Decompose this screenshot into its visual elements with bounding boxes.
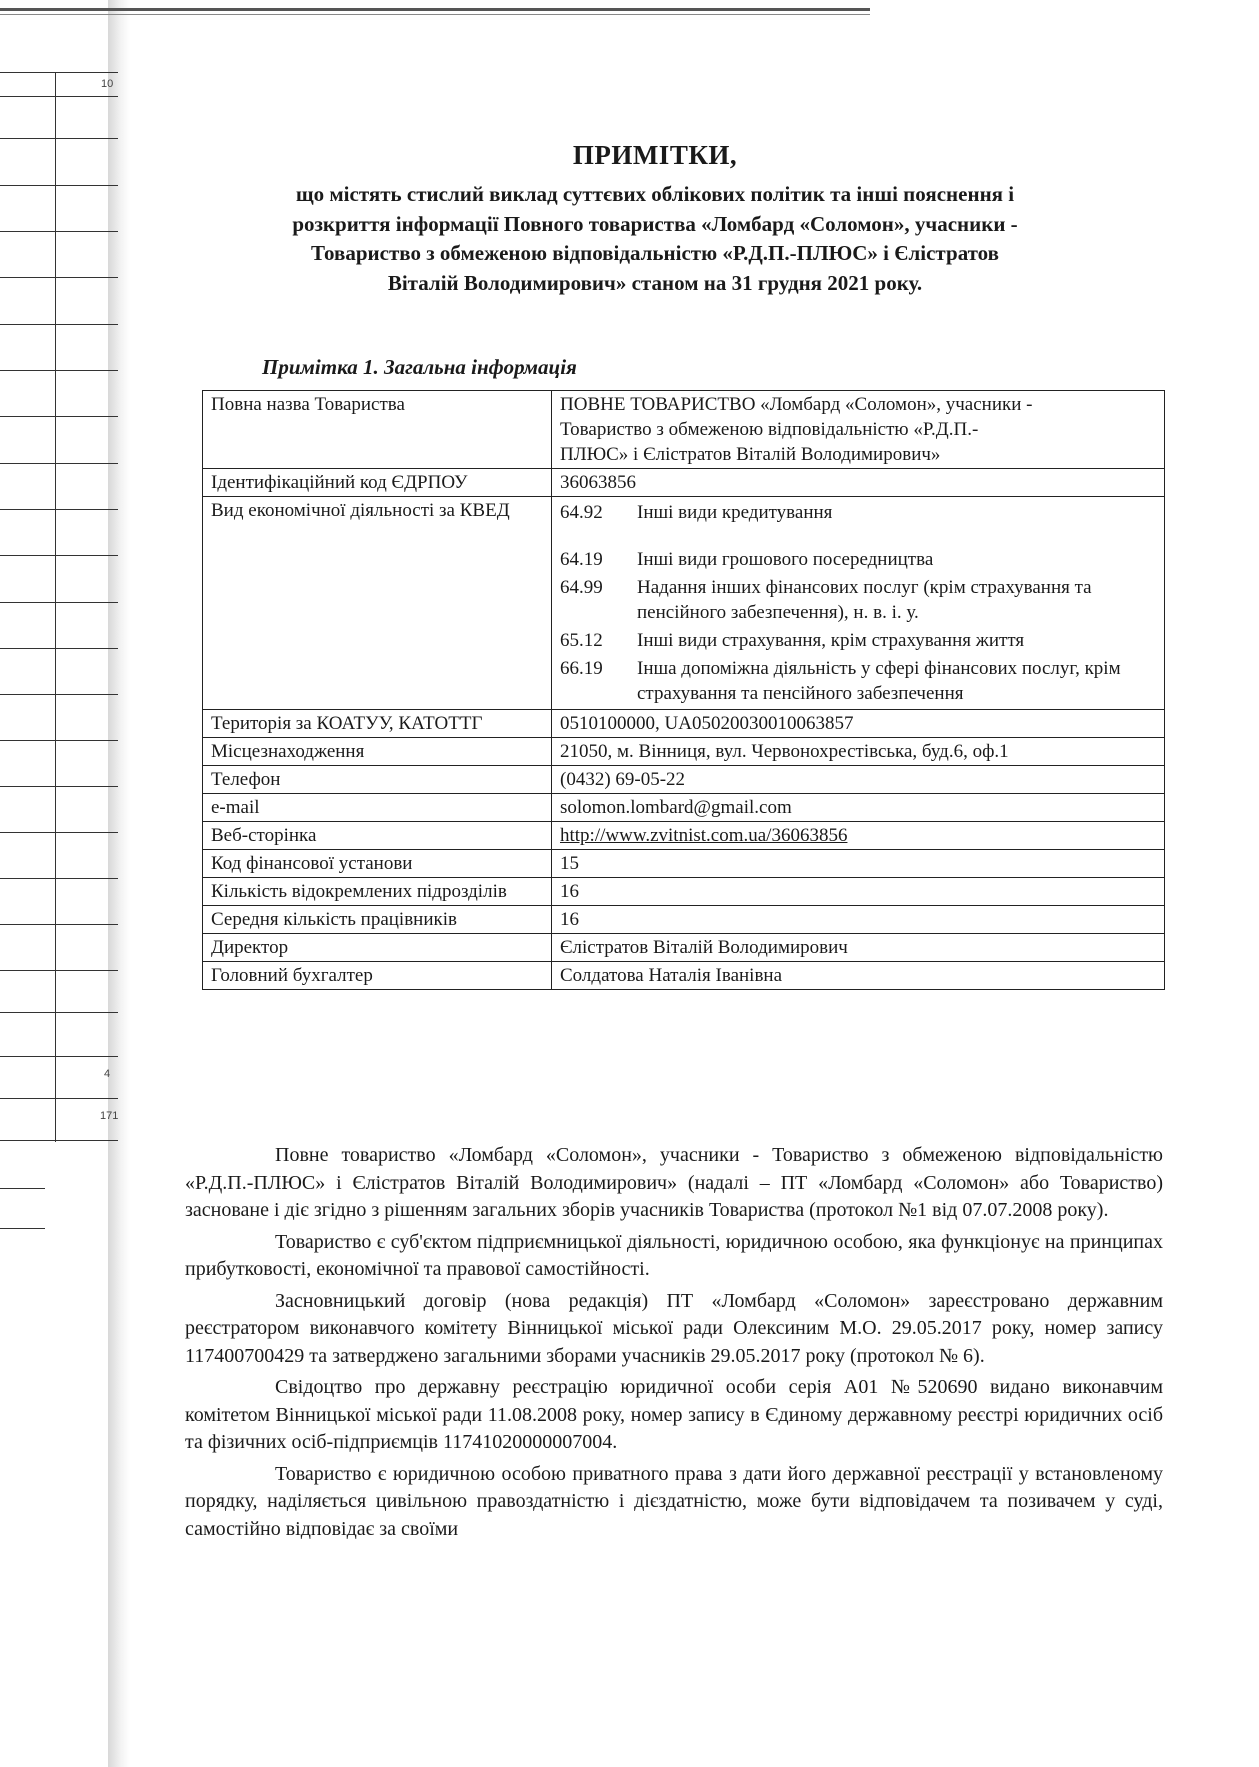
table-row xyxy=(203,878,1165,906)
margin-dash xyxy=(0,1228,45,1229)
location-value: 21050, м. Вінниця, вул. Червонохрестівська, буд.6, оф.1 xyxy=(552,738,1165,766)
territory-label: Територія за КОАТУУ, КАТОТТГ xyxy=(203,710,552,738)
director-label: Директор xyxy=(203,934,552,962)
email-value: solomon.lombard@gmail.com xyxy=(552,794,1165,822)
edrpou-value: 36063856 xyxy=(552,469,1165,497)
document-title: ПРИМІТКИ, xyxy=(572,140,738,170)
margin-line xyxy=(0,878,118,879)
email-label: e-mail xyxy=(203,794,552,822)
body-text xyxy=(185,1142,1163,1547)
top-rule xyxy=(0,8,870,11)
margin-line xyxy=(0,509,118,510)
margin-line xyxy=(0,648,118,649)
edrpou-label: Ідентифікаційний код ЄДРПОУ xyxy=(203,469,552,497)
table-row xyxy=(203,934,1165,962)
margin-line xyxy=(0,96,118,97)
margin-line xyxy=(0,277,118,278)
table-row xyxy=(203,906,1165,934)
kved-list xyxy=(552,497,1165,710)
paragraph: Товариство є юридичною особою приватного права з дати його державної реєстрації у встановленому порядку, наділяється цивільною правоздатністю і дієздатністю, може бути відповідачем та позивачем у суді, самостійно відповідає за своїми xyxy=(185,1462,1163,1540)
margin-dash xyxy=(0,1188,45,1189)
margin-line xyxy=(0,1056,118,1057)
kved-code: 64.92 xyxy=(560,502,603,523)
kved-desc: Інші види кредитування xyxy=(637,502,833,523)
top-rule-thin xyxy=(0,14,870,15)
table-row xyxy=(203,794,1165,822)
table-row xyxy=(203,391,1165,469)
accountant-value: Солдатова Наталія Іванівна xyxy=(552,962,1165,990)
fin-code-value: 15 xyxy=(552,850,1165,878)
kved-desc: Інші види грошового посередництва xyxy=(637,549,934,570)
table-row xyxy=(203,766,1165,794)
table-row xyxy=(203,850,1165,878)
kved-item xyxy=(560,656,1156,706)
table-row xyxy=(203,497,1165,710)
kved-desc: Інша допоміжна діяльність у сфері фінансових послуг, крім страхування та пенсійного забезпечення xyxy=(637,658,1121,704)
margin-line xyxy=(0,786,118,787)
kved-item xyxy=(560,547,1156,572)
kved-code: 66.19 xyxy=(560,658,603,679)
web-label: Веб-сторінка xyxy=(203,822,552,850)
full-name-line: Товариство з обмеженою відповідальністю «Р.Д.П.- xyxy=(560,419,979,440)
general-info-table xyxy=(202,390,1165,990)
subtitle-line: Віталій Володимирович» станом на 31 грудня 2021 року. xyxy=(387,270,923,295)
paragraph: Товариство є суб'єктом підприємницької діяльності, юридичною особою, яка функціонує на принципах прибутковості, економічної та правової самостійності. xyxy=(185,1230,1163,1280)
paragraph: Свідоцтво про державну реєстрацію юридичної особи серія А01 №520690 видано виконавчим комітетом Вінницької міської ради 11.08.2008 року, номер запису в Єдиному державному реєстрі юридичних осіб та фізичних осіб-підприємців 11741020000007004. xyxy=(185,1376,1163,1453)
subtitle-line: Товариство з обмеженою відповідальністю «Р.Д.П.-ПЛЮС» і Єлістратов xyxy=(310,241,1000,265)
margin-line xyxy=(0,1012,118,1013)
margin-line xyxy=(0,231,118,232)
margin-line xyxy=(0,72,118,73)
paragraph: Повне товариство «Ломбард «Соломон», учасники - Товариство з обмеженою відповідальністю «Р.Д.П.-ПЛЮС» і Єлістратов Віталій Володимирович» (надалі – ПТ «Ломбард «Соломон» або Товариство) засноване і діє згідно з рішенням загальних зборів учасників Товариства (протокол №1 від 07.07.2008 року). xyxy=(185,1144,1163,1221)
table-row xyxy=(203,469,1165,497)
margin-line xyxy=(0,370,118,371)
margin-vertical-line xyxy=(55,72,56,1142)
subtitle-line: що містять стислий виклад суттєвих облікових політик та інші пояснення і xyxy=(295,182,1015,206)
fin-code-label: Код фінансової установи xyxy=(203,850,552,878)
employees-label: Середня кількість працівників xyxy=(203,906,552,934)
phone-value: (0432) 69-05-22 xyxy=(552,766,1165,794)
kved-desc: Надання інших фінансових послуг (крім страхування та пенсійного забезпечення), н. в. і. у. xyxy=(637,577,1092,623)
margin-line xyxy=(0,970,118,971)
scan-edge-shadow xyxy=(108,0,130,1767)
branches-value: 16 xyxy=(552,878,1165,906)
kved-desc: Інші види страхування, крім страхування життя xyxy=(637,630,1025,651)
kved-item xyxy=(560,575,1156,625)
margin-line xyxy=(0,185,118,186)
table-row xyxy=(203,738,1165,766)
web-link[interactable]: http://www.zvitnist.com.ua/36063856 xyxy=(552,822,1165,850)
kved-code: 64.19 xyxy=(560,549,603,570)
subtitle-line: розкриття інформації Повного товариства «Ломбард «Соломон», учасники - xyxy=(292,211,1018,236)
accountant-label: Головний бухгалтер xyxy=(203,962,552,990)
margin-line xyxy=(0,463,118,464)
paragraph: Засновницький договір (нова редакція) ПТ «Ломбард «Соломон» зареєстровано державним реєстратором виконавчого комітету Вінницької міської ради Олексиним М.О. 29.05.2017 року, номер запису 117400700429 та затверджено загальними зборами учасників 29.05.2017 року (протокол № 6). xyxy=(185,1289,1163,1367)
director-value: Єлістратов Віталій Володимирович xyxy=(552,934,1165,962)
document-subtitle xyxy=(180,180,1130,298)
table-row xyxy=(203,822,1165,850)
margin-line xyxy=(0,694,118,695)
margin-line xyxy=(0,555,118,556)
full-name-value xyxy=(552,391,1165,469)
margin-number: 171 xyxy=(100,1110,119,1122)
margin-line xyxy=(0,1098,118,1099)
margin-line xyxy=(0,602,118,603)
margin-line xyxy=(0,324,118,325)
margin-line xyxy=(0,924,118,925)
location-label: Місцезнаходження xyxy=(203,738,552,766)
margin-line xyxy=(0,740,118,741)
full-name-line: ПЛЮС» і Єлістратов Віталій Володимирович» xyxy=(560,444,941,465)
margin-line xyxy=(0,832,118,833)
full-name-label: Повна назва Товариства xyxy=(203,391,552,469)
employees-value: 16 xyxy=(552,906,1165,934)
kved-label: Вид економічної діяльності за КВЕД xyxy=(203,497,552,710)
note-heading: Примітка 1. Загальна інформація xyxy=(262,355,577,379)
margin-number: 10 xyxy=(101,78,114,90)
kved-item xyxy=(560,500,1156,525)
margin-line xyxy=(0,1140,118,1141)
table-row xyxy=(203,962,1165,990)
territory-value: 0510100000, UA05020030010063857 xyxy=(552,710,1165,738)
margin-number: 4 xyxy=(104,1068,111,1080)
kved-item xyxy=(560,628,1156,653)
table-row xyxy=(203,710,1165,738)
kved-code: 65.12 xyxy=(560,630,603,651)
phone-label: Телефон xyxy=(203,766,552,794)
full-name-line: ПОВНЕ ТОВАРИСТВО «Ломбард «Соломон», учасники - xyxy=(560,394,1033,415)
branches-label: Кількість відокремлених підрозділів xyxy=(203,878,552,906)
margin-line xyxy=(0,416,118,417)
margin-line xyxy=(0,138,118,139)
kved-code: 64.99 xyxy=(560,577,603,598)
